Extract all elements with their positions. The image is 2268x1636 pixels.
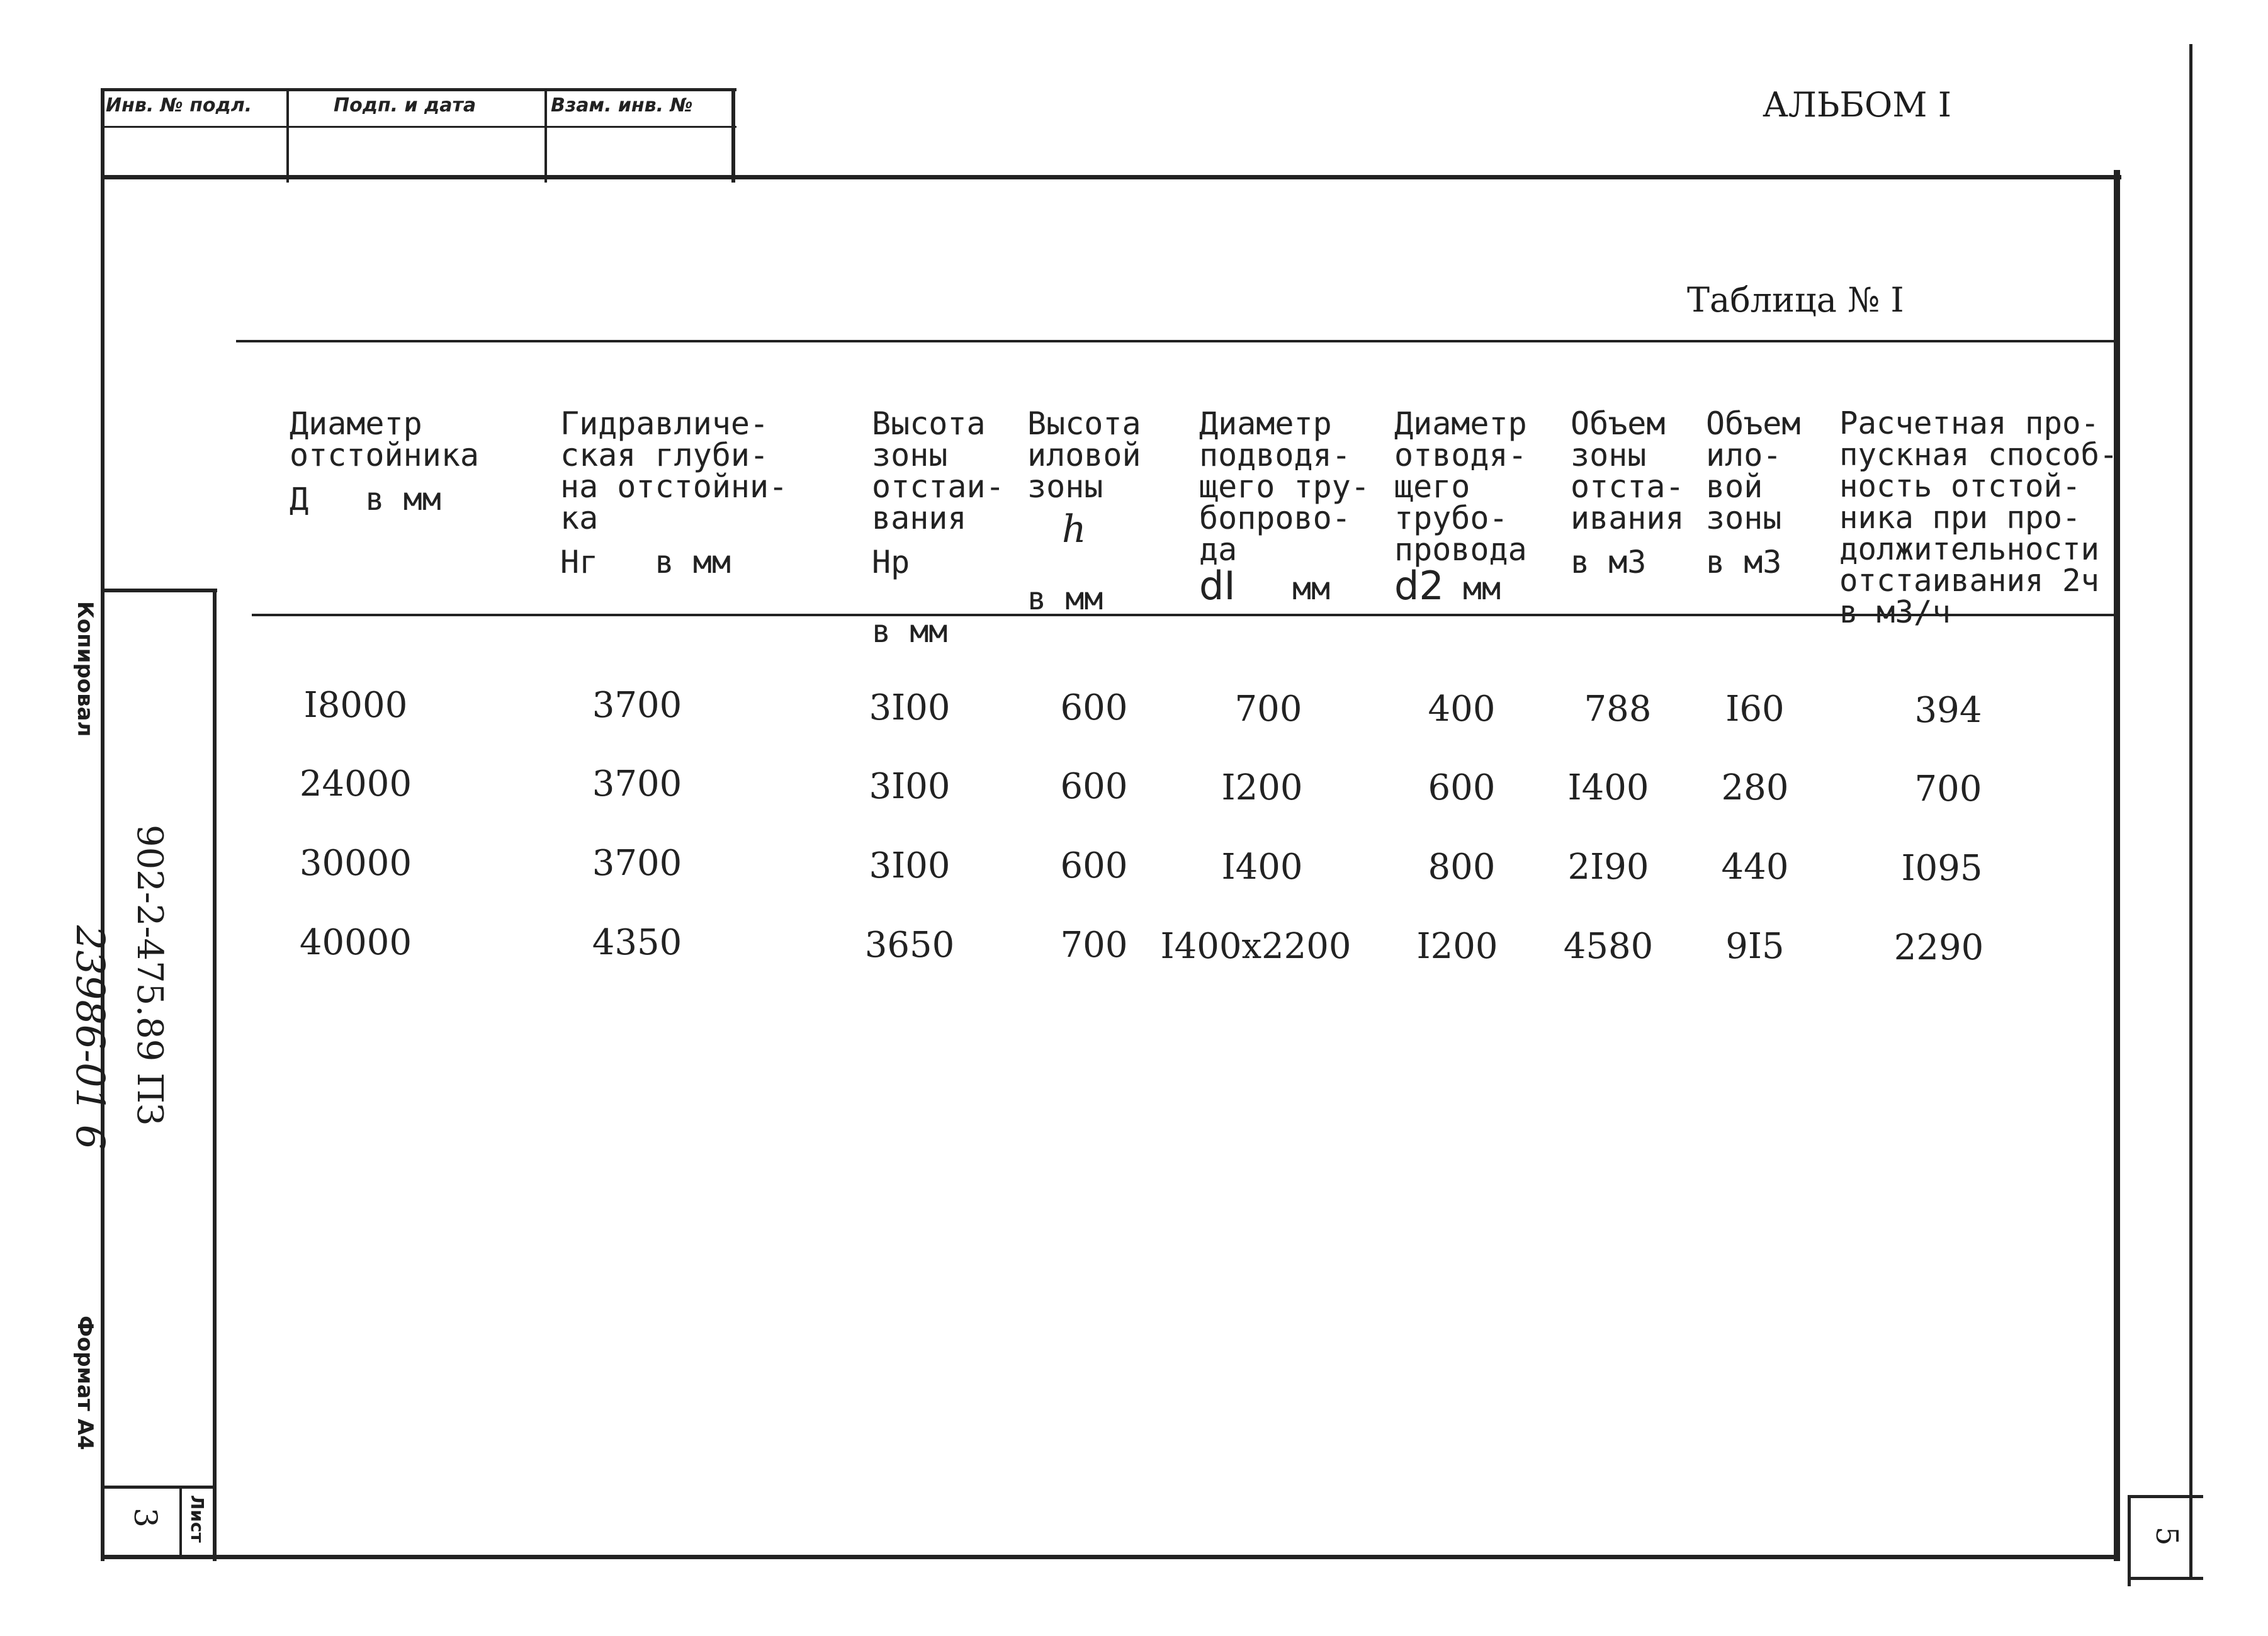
header-hydraulic-depth-unit: в мм [655,544,731,580]
cell-sludge-height: 600 [1060,766,1128,807]
cell-outlet-diameter: 400 [1428,689,1496,730]
header-inlet-diameter-unit: мм [1292,570,1331,607]
cell-inlet-diameter: 700 [1234,689,1302,730]
header-outlet-diameter-text: Диаметр отводя- щего трубо- провода [1394,405,1527,568]
header-inlet-diameter-text: Диаметр подводя- щего тру- бопрово- да [1199,405,1370,568]
header-hydraulic-depth [560,376,787,609]
header-settling-volume-unit: в м3 [1571,544,1647,580]
header-outlet-diameter-sym: d2 [1394,563,1444,609]
header-settling-volume [1571,376,1684,609]
cell-inlet-diameter: I400x2200 [1160,926,1351,967]
cell-capacity: 700 [1914,769,1982,810]
header-settling-volume-text: Объем зоны отста- ивания [1571,405,1684,536]
cell-sludge-volume: 280 [1721,767,1789,808]
cell-settling-height: 3I00 [869,766,951,807]
header-sludge-volume-unit: в м3 [1706,544,1782,580]
header-diameter-text: Диаметр отстойника [290,405,480,473]
header-diameter-sym: Д [290,481,309,517]
cell-settling-height: 3650 [864,925,955,966]
header-sludge-height [1027,376,1141,646]
header-sludge-height-text: Высота иловой зоны [1027,405,1141,505]
cell-hydraulic-depth: 3700 [592,764,682,804]
cell-outlet-diameter: 600 [1428,767,1496,808]
header-capacity-text: Расчетная про- пускная способ- ность отстой- ника при про- должительности отстаивания 2ч в м3/ч [1839,405,2118,630]
cell-sludge-volume: I60 [1725,689,1785,730]
header-hydraulic-depth-text: Гидравличе- ская глуби- на отстойни- ка [560,405,788,536]
album-label: АЛЬБОМ I [1763,85,1952,125]
header-sludge-volume-text: Объем ило- вой зоны [1706,405,1801,536]
table-top-rule [236,340,2115,342]
stamp-inv-no: Инв. № подл. [106,94,252,116]
doc-code: 902-2-475.89 ПЗ [129,825,170,1125]
header-inlet-diameter-sym: dI [1199,563,1236,609]
format-label: Формат А4 [72,1316,98,1450]
cell-hydraulic-depth: 3700 [592,685,682,726]
cell-outlet-diameter: 800 [1428,847,1496,888]
cell-settling-height: 3I00 [869,687,951,728]
cell-settling-volume: 788 [1584,689,1652,730]
cell-diameter: I8000 [303,685,408,726]
header-settling-height [872,376,1005,679]
cell-sludge-height: 600 [1060,845,1128,886]
cell-diameter: 30000 [299,843,412,884]
cell-inlet-diameter: I200 [1221,767,1303,808]
stamp-sign-date: Подп. и дата [334,94,477,116]
cell-capacity: 2290 [1893,927,1984,968]
cell-diameter: 40000 [299,922,412,963]
cell-inlet-diameter: I400 [1221,847,1303,888]
header-outlet-diameter [1394,376,1527,636]
table-title: Таблица № I [1687,280,1904,320]
cell-settling-volume: I400 [1567,767,1649,808]
header-sludge-height-sym: h [1062,507,1086,551]
cell-hydraulic-depth: 4350 [592,922,682,963]
cell-settling-height: 3I00 [869,845,951,886]
cell-hydraulic-depth: 3700 [592,843,682,884]
cell-settling-volume: 4580 [1563,926,1654,967]
cell-outlet-diameter: I200 [1416,926,1498,967]
stamp-replace-inv: Взам. инв. № [551,94,693,116]
header-diameter [290,376,479,546]
cell-capacity: 394 [1914,690,1982,731]
page-number: 5 [2149,1526,2184,1546]
table-header-rule [252,614,2115,616]
cell-sludge-height: 600 [1060,687,1128,728]
sheet-number: 3 [127,1508,164,1528]
cell-sludge-height: 700 [1060,925,1128,966]
cell-settling-volume: 2I90 [1567,847,1649,888]
header-inlet-diameter [1199,376,1370,636]
header-sludge-height-unit: в мм [1027,580,1103,617]
header-hydraulic-depth-sym: Нг [560,544,599,580]
header-settling-height-text: Высота зоны отстаи- вания [872,405,1005,536]
cell-diameter: 24000 [299,764,412,804]
sheet-label: Лист [187,1495,208,1543]
cell-sludge-volume: 440 [1721,847,1789,888]
cell-sludge-volume: 9I5 [1725,926,1785,967]
header-sludge-volume [1706,376,1801,609]
copied-label: Копировал [72,601,98,737]
header-outlet-diameter-unit: мм [1462,570,1501,607]
cell-capacity: I095 [1901,848,1983,889]
header-settling-height-sym: Нр [872,544,910,580]
header-diameter-unit: в мм [365,481,441,517]
handwritten-number: 23986-01 6 [67,925,113,1150]
header-settling-height-unit: в мм [872,613,948,650]
header-capacity [1839,376,2118,628]
